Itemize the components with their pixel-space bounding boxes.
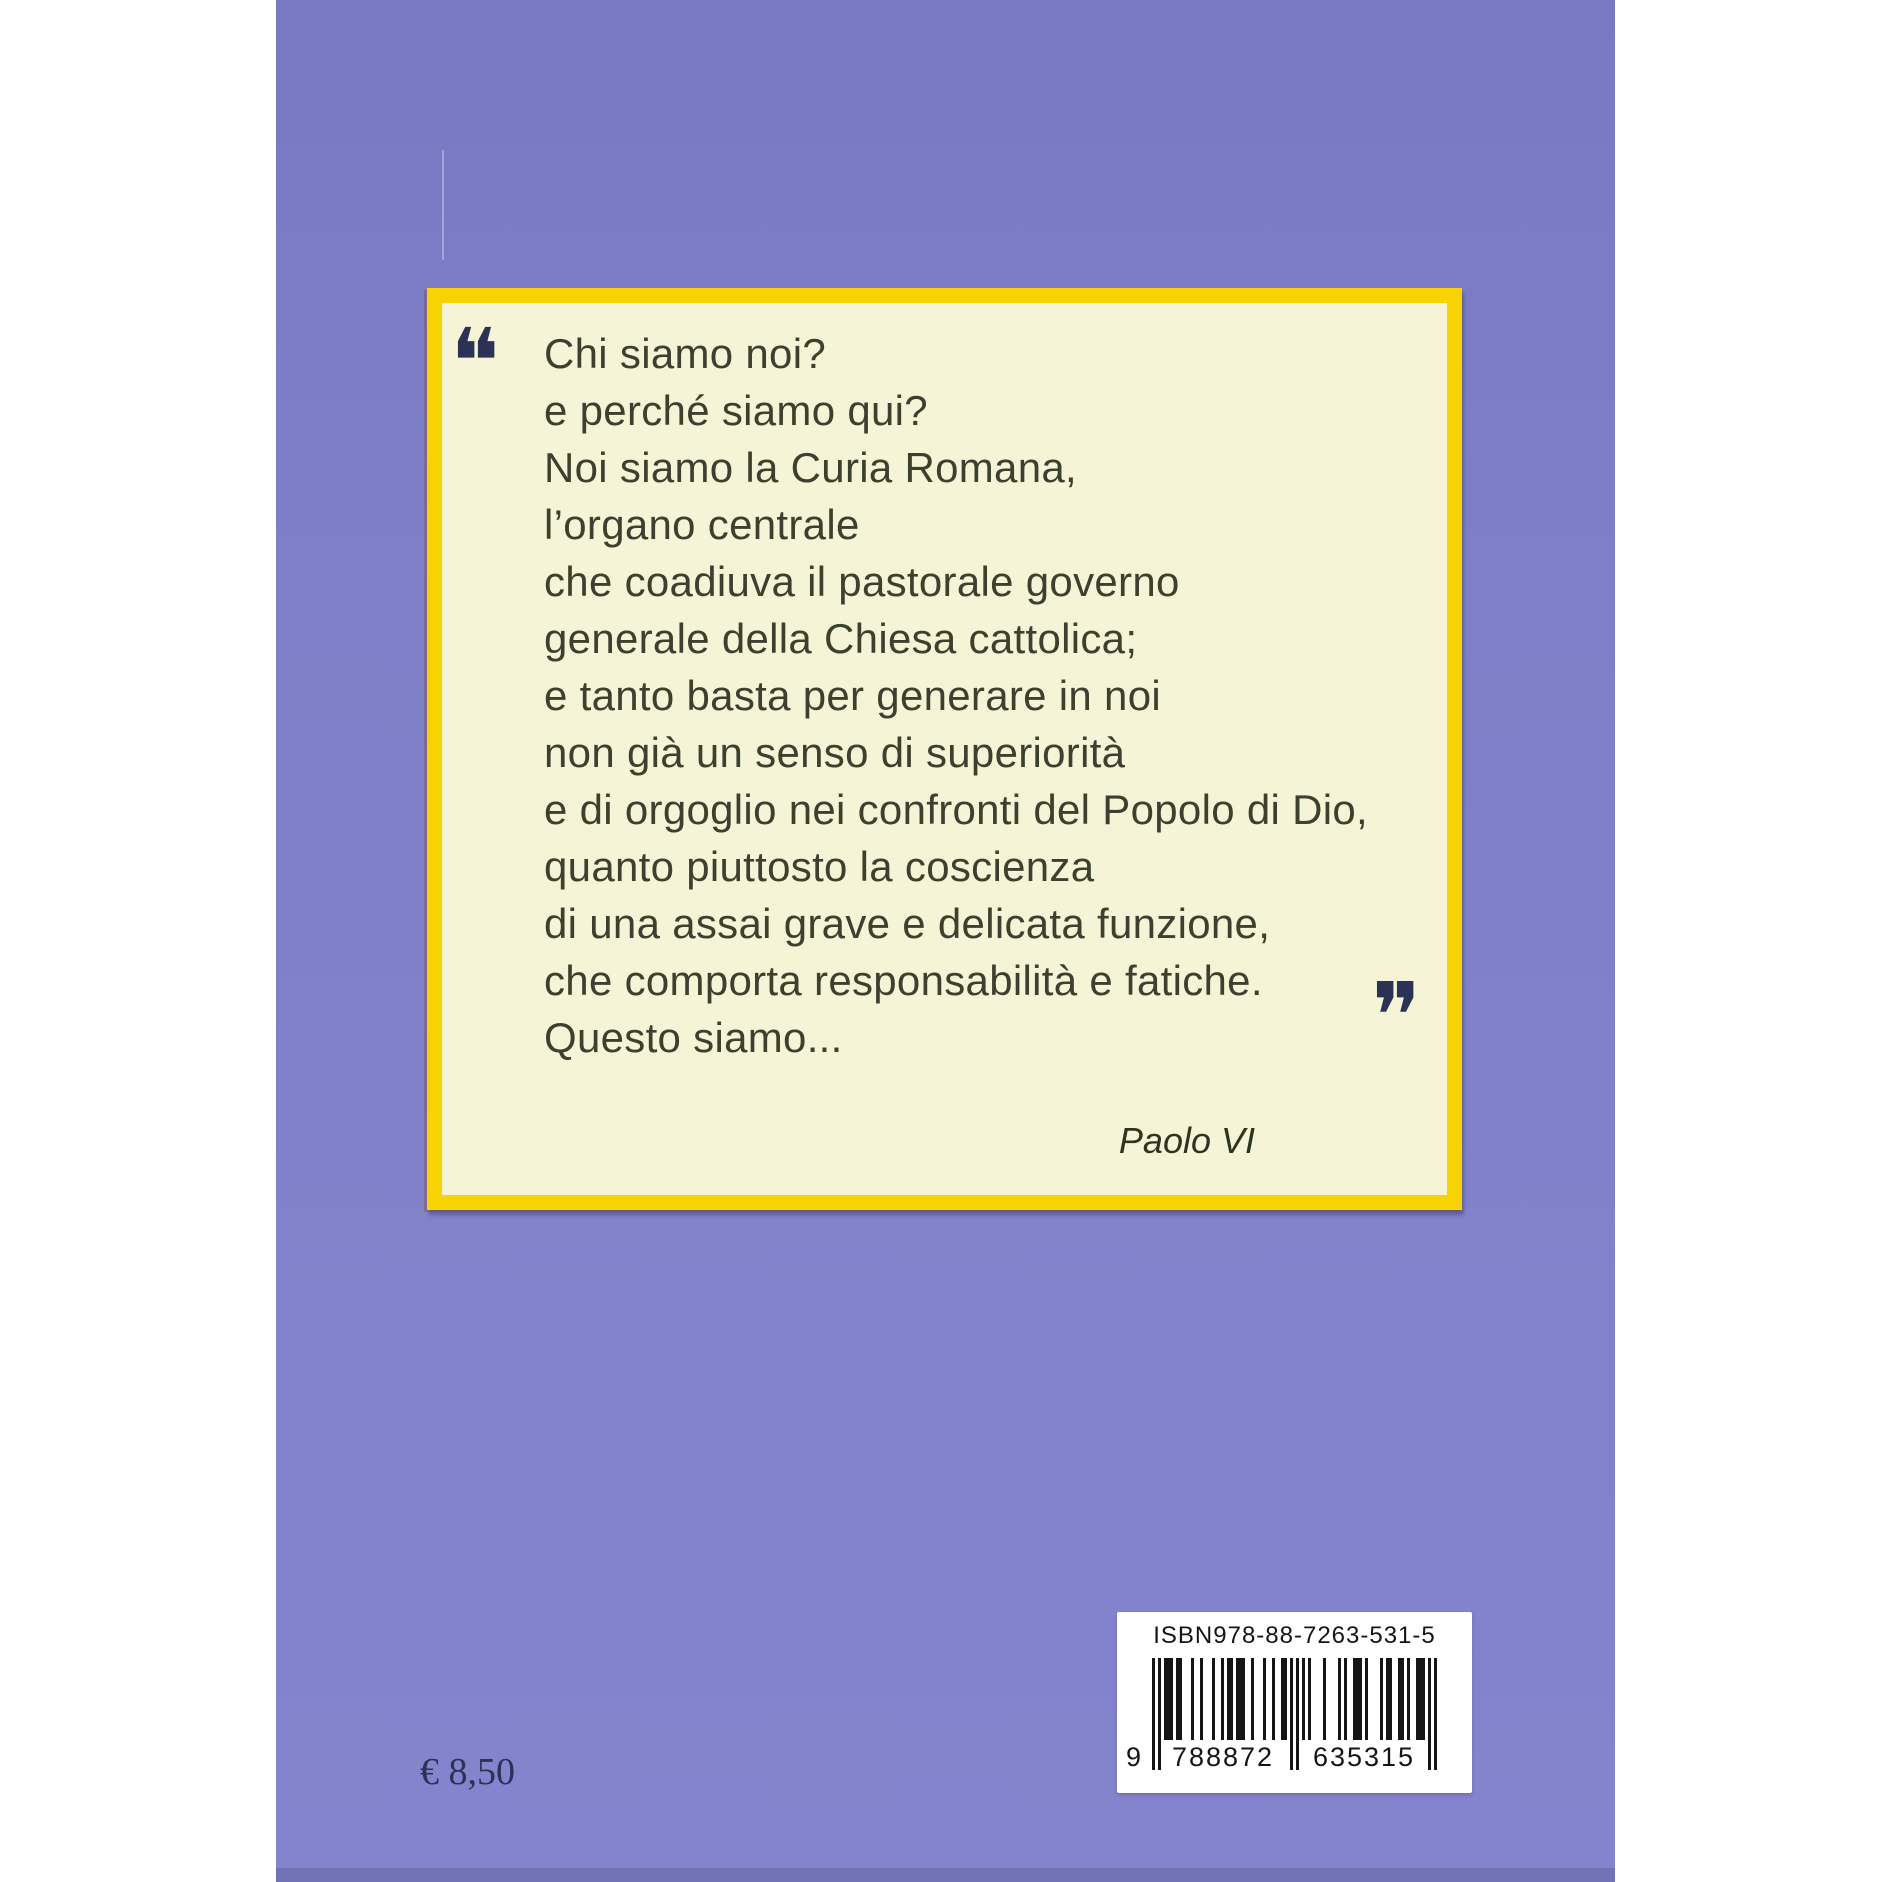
close-quote-icon: ❞ (1371, 963, 1421, 1070)
quote-line: che comporta responsabilità e fatiche. (544, 957, 1263, 1004)
quote-line: Noi siamo la Curia Romana, (544, 444, 1078, 491)
barcode-digit-group-right: 635315 (1312, 1742, 1416, 1772)
quote-line: non già un senso di superiorità (544, 729, 1126, 776)
book-back-cover (276, 0, 1615, 1882)
quote-line: generale della Chiesa cattolica; (544, 615, 1138, 662)
quote-line: Chi siamo noi? (544, 330, 826, 377)
cover-scratch (442, 150, 444, 260)
barcode-digits (1126, 1742, 1437, 1776)
quote-attribution: Paolo VI (1118, 1120, 1255, 1161)
quote-line: l’organo centrale (544, 501, 860, 548)
quote-line: e tanto basta per generare in noi (544, 672, 1161, 719)
quote-frame (427, 288, 1462, 1210)
barcode-label (1117, 1612, 1472, 1793)
barcode-digit-group-left: 788872 (1171, 1742, 1275, 1772)
cover-bottom-shadow (276, 1868, 1615, 1882)
open-quote-icon: ❝ (450, 309, 500, 416)
quote-line: che coadiuva il pastorale governo (544, 558, 1180, 605)
quote-line: e perché siamo qui? (544, 387, 928, 434)
quote-text (544, 325, 1437, 1070)
price-label: € 8,50 (420, 1751, 515, 1793)
quote-line: quanto piuttosto la coscienza (544, 843, 1095, 890)
barcode-digit-group-first: 9 (1126, 1742, 1144, 1772)
isbn-text: ISBN978-88-7263-531-5 (1153, 1622, 1436, 1649)
quote-line: di una assai grave e delicata funzione, (544, 900, 1271, 947)
quote-panel (442, 303, 1447, 1195)
quote-line: Questo siamo... (544, 1014, 843, 1061)
quote-line: e di orgoglio nei confronti del Popolo di Dio, (544, 786, 1368, 833)
